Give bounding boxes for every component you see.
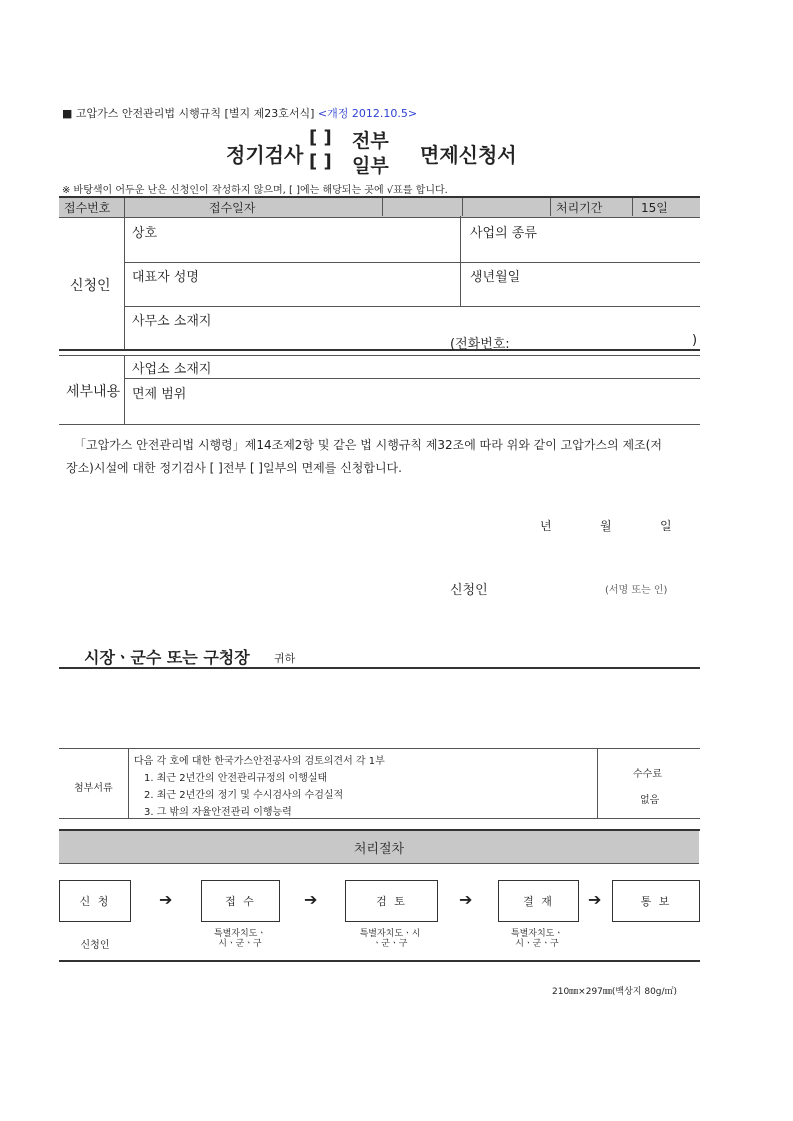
date-year-label: 년 — [540, 519, 552, 533]
square-mark: ■ — [62, 107, 73, 120]
arrow-icon: ➔ — [588, 890, 602, 909]
title-option2-bracket: [ ] — [309, 151, 332, 172]
business-type-label: 사업의 종류 — [470, 226, 537, 241]
title-right: 면제신청서 — [420, 143, 517, 167]
step-approve-box: 결 재 — [498, 880, 579, 922]
actor-municipality: 특별자치도ㆍ시 ㆍ군ㆍ구 — [359, 929, 421, 949]
step-review-box: 검 토 — [345, 880, 438, 922]
step-apply-box: 신 청 — [59, 880, 131, 922]
company-name-label: 상호 — [132, 226, 158, 241]
signature-applicant-label: 신청인 — [450, 583, 488, 598]
birthdate-label: 생년월일 — [470, 270, 521, 285]
title-option1-bracket: [ ] — [309, 127, 332, 148]
application-text-line1: 「고압가스 안전관리법 시행령」제14조제2항 및 같은 법 시행규칙 제32조에 따라 위와 같이 고압가스의 제조(저 — [74, 438, 662, 452]
recipient-name: 시장ㆍ군수 또는 구청장 — [84, 648, 250, 667]
representative-name-label: 대표자 성명 — [132, 270, 199, 285]
attachments-label: 첨부서류 — [74, 783, 113, 794]
application-text-line2: 장소)시설에 대한 정기검사 [ ]전부 [ ]일부의 면제를 신청합니다. — [66, 461, 402, 475]
actor-municipality: 특별자치도ㆍ 시ㆍ군ㆍ구 — [213, 929, 267, 949]
paper-spec: 210㎜×297㎜(백상지 80g/㎡) — [552, 987, 678, 997]
attachment-item-1: 1. 최근 2년간의 안전관리규정의 이행실태 — [144, 773, 328, 784]
receipt-number-label: 접수번호 — [64, 201, 111, 215]
receipt-date-label: 접수일자 — [209, 201, 256, 215]
date-month-label: 월 — [600, 519, 612, 533]
instruction-notice: ※ 바탕색이 어두운 난은 신청인이 작성하지 않으며, [ ]에는 해당되는 곳에 √표를 합니다. — [62, 185, 448, 196]
applicant-section-label: 신청인 — [70, 278, 111, 294]
procedure-title: 처리절차 — [59, 831, 699, 864]
attachment-item-2: 2. 최근 2년간의 정기 및 수시검사의 수검실적 — [144, 790, 344, 801]
arrow-icon: ➔ — [159, 890, 173, 909]
law-reference: 고압가스 안전관리법 시행규칙 [별지 제23호서식] — [75, 107, 315, 120]
signature-hint: (서명 또는 인) — [605, 585, 668, 596]
arrow-icon: ➔ — [304, 890, 318, 909]
recipient-honorific: 귀하 — [274, 652, 296, 665]
receipt-row — [59, 196, 700, 218]
details-section-label: 세부내용 — [66, 384, 121, 400]
attachment-item-3: 3. 그 밖의 자율안전관리 이행능력 — [144, 807, 292, 818]
attachments-intro: 다음 각 호에 대한 한국가스안전공사의 검토의견서 각 1부 — [134, 756, 385, 767]
revision-note: <개정 2012.10.5> — [317, 107, 418, 120]
actor-municipality: 특별자치도ㆍ 시ㆍ군ㆍ구 — [510, 929, 564, 949]
form-header — [62, 105, 417, 121]
processing-period-label: 처리기간 — [556, 201, 603, 215]
fee-value: 없음 — [640, 795, 660, 806]
office-address-label: 사무소 소재지 — [132, 314, 212, 329]
title-option1-label: 전부 — [352, 130, 389, 152]
arrow-icon: ➔ — [459, 890, 473, 909]
step-notify-box: 통 보 — [612, 880, 700, 922]
title-option2-label: 일부 — [352, 155, 389, 177]
exemption-scope-label: 면제 범위 — [132, 387, 187, 402]
phone-close-paren: ) — [692, 333, 698, 348]
processing-period-value: 15일 — [641, 201, 668, 215]
site-address-label: 사업소 소재지 — [132, 362, 212, 377]
title-left: 정기검사 — [226, 143, 304, 167]
step-receive-box: 접 수 — [201, 880, 280, 922]
fee-label: 수수료 — [633, 769, 662, 780]
actor-applicant: 신청인 — [80, 940, 110, 951]
date-day-label: 일 — [660, 519, 672, 533]
phone-label: (전화번호: — [450, 337, 510, 352]
